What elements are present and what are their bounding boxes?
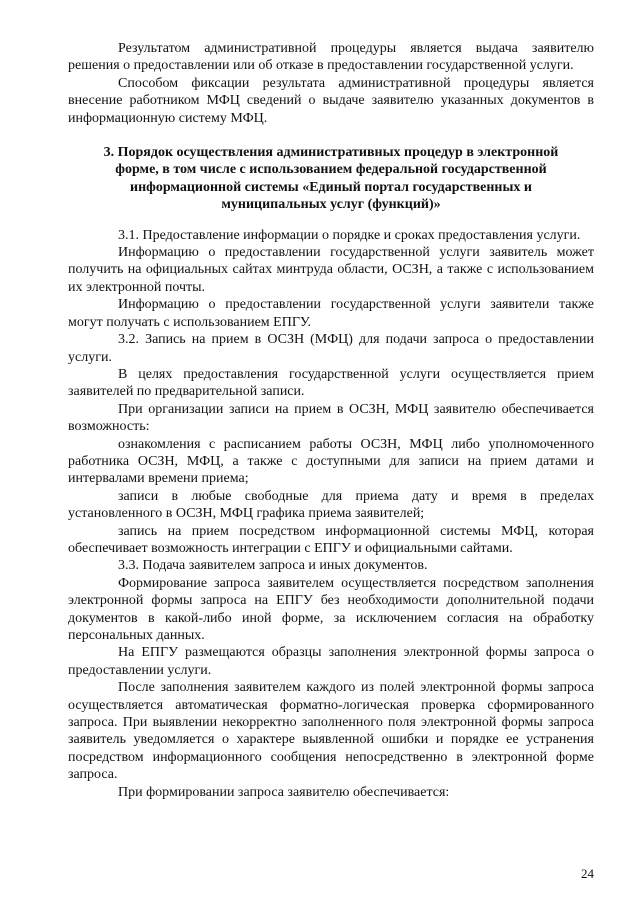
paragraph-organization: При организации записи на прием в ОСЗН, МФЦ заявителю обеспечивается возможность:: [68, 401, 594, 435]
paragraph-free-slots: записи в любые свободные для приема дату и время в пределах установленного в ОСЗН, МФЦ графика приема заявителей;: [68, 488, 594, 522]
paragraph-result: Результатом административной процедуры является выдача заявителю решения о предоставлении или об отказе в предоставлении государственной услуги.: [68, 41, 594, 74]
paragraph-info-epgu: Информацию о предоставлении государственной услуги заявители также могут получать с использованием ЕПГУ.: [68, 297, 594, 330]
paragraph-provided: При формировании запроса заявителю обеспечивается:: [118, 784, 450, 800]
paragraph-info-sites: Информацию о предоставлении государственной услуги заявитель может получить на официальных сайтах минтруда области, ОСЗН, а также с использованием их электронной почты.: [68, 245, 594, 295]
paragraph-samples: На ЕПГУ размещаются образцы заполнения электронной формы запроса о предоставлении услуги.: [68, 645, 594, 678]
paragraph-schedule: ознакомления с расписанием работы ОСЗН, МФЦ либо уполномоченного работника ОСЗН, МФЦ, а также с доступными для записи на прием датами и интервалами времени приема;: [68, 436, 594, 487]
paragraph-3-2: 3.2. Запись на прием в ОСЗН (МФЦ) для подачи запроса о предоставлении услуги.: [68, 332, 594, 365]
paragraph-3-1: 3.1. Предоставление информации о порядке и сроках предоставления услуги.: [118, 227, 581, 243]
paragraph-fixation: Способом фиксации результата административной процедуры является внесение работником МФЦ сведений о выдаче заявителю указанных документов в информационную систему МФЦ.: [68, 75, 594, 126]
spacer: [68, 127, 594, 144]
paragraph-mfc-system: запись на прием посредством информационной системы МФЦ, которая обеспечивает возможность интеграции с ЕПГУ и официальными сайтами.: [68, 523, 594, 556]
spacer: [68, 214, 594, 227]
page-number: 24: [581, 866, 594, 881]
document-page: [68, 40, 594, 801]
paragraph-forming-request: Формирование запроса заявителем осуществляется посредством заполнения электронной формы запроса на ЕПГУ без необходимости дополнительной подачи документов в какой-либо иной форме, за исключением согласия на обработку персональных данных.: [68, 575, 594, 643]
paragraph-3-3: 3.3. Подача заявителем запроса и иных документов.: [118, 558, 428, 574]
paragraph-appointment: В целях предоставления государственной услуги осуществляется прием заявителей по предварительной записи.: [68, 366, 594, 400]
paragraph-validation: После заполнения заявителем каждого из полей электронной формы запроса осуществляется автоматическая форматно-логическая проверка сформированного запроса. При выявлении некорректно заполненного поля электронной формы запроса заявитель уведомляется о характере выявленной ошибки и порядке ее устранения посредством информационного сообщения непосредственно в электронной форме запроса.: [68, 680, 594, 783]
section-heading: 3. Порядок осуществления административных процедур в электронной форме, в том числе с использованием федеральной государственной информационной системы «Единый портал государственных и муниципальных услуг (функций)»: [103, 145, 559, 213]
